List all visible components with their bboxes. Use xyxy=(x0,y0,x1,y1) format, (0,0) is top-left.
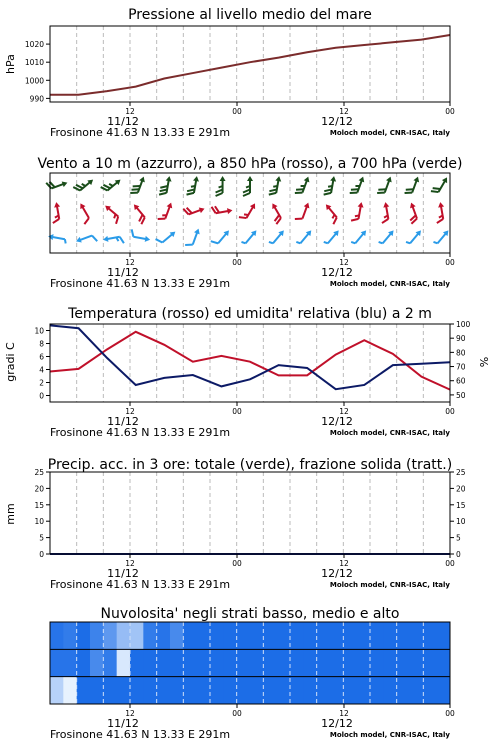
y-tick-label: 990 xyxy=(29,94,44,104)
wind-barb-850 xyxy=(101,203,123,224)
cloud-cell xyxy=(63,677,77,705)
cloud-cell xyxy=(90,622,104,650)
wind-barb-10m xyxy=(75,232,97,248)
cloud-cell xyxy=(303,677,317,705)
y-tick-label-right: 25 xyxy=(456,468,466,477)
cloud-cell xyxy=(130,649,144,677)
y-tick-label: 20 xyxy=(34,484,44,494)
y-tick-label-right: 20 xyxy=(456,484,466,494)
cloud-cell xyxy=(423,677,437,705)
y-tick-label-right: 50 xyxy=(456,390,466,400)
cloud-cell xyxy=(397,649,411,677)
cloud-cell xyxy=(370,677,384,705)
wind-barb-700 xyxy=(295,174,311,196)
wind-barb-700 xyxy=(431,174,450,196)
x-tick-label: 12 xyxy=(125,559,135,568)
cloud-cell xyxy=(330,677,344,705)
wind-barb-10m xyxy=(102,233,123,246)
wind-barb-700 xyxy=(350,174,366,196)
cloud-cell xyxy=(197,622,211,650)
cloud-cell xyxy=(263,622,277,650)
precip-frame xyxy=(50,472,450,554)
cloud-cell xyxy=(263,649,277,677)
day-label: 11/12 xyxy=(107,266,139,279)
cloud-cell xyxy=(397,677,411,705)
wind-barb-700 xyxy=(130,174,146,196)
cloud-cell xyxy=(237,622,251,650)
wind-barb-700 xyxy=(405,174,421,196)
cloud-cell xyxy=(277,677,291,705)
cloud-cell xyxy=(223,649,237,677)
cloud-cell xyxy=(77,622,91,650)
cloud-cell xyxy=(117,622,131,650)
model-credit: Moloch model, CNR-ISAC, Italy xyxy=(329,429,450,437)
cloud-cell xyxy=(250,677,264,705)
location-label: Frosinone 41.63 N 13.33 E 291m xyxy=(50,126,231,139)
model-credit: Moloch model, CNR-ISAC, Italy xyxy=(329,581,450,589)
y-tick-label-right: 90 xyxy=(456,334,466,344)
model-credit: Moloch model, CNR-ISAC, Italy xyxy=(329,731,450,739)
cloud-cell xyxy=(290,677,304,705)
wind-panel xyxy=(37,156,462,290)
wind-barb-850 xyxy=(74,202,93,224)
wind-barb-10m xyxy=(324,228,341,247)
wind-barb-10m xyxy=(296,228,313,247)
cloud-cell xyxy=(90,677,104,705)
x-tick-label: 00 xyxy=(232,407,242,416)
wind-barb-700 xyxy=(216,176,226,196)
cloud-cell xyxy=(383,622,397,650)
cloud-cell xyxy=(170,622,184,650)
humidity-line xyxy=(50,325,450,389)
temperature-panel xyxy=(4,306,491,439)
model-credit: Moloch model, CNR-ISAC, Italy xyxy=(329,129,450,137)
x-tick-label: 00 xyxy=(445,107,455,116)
cloud-cell xyxy=(303,622,317,650)
pressure-ylabel: hPa xyxy=(4,54,17,74)
x-tick-label: 12 xyxy=(339,107,349,116)
temperature-ylabel: gradi C xyxy=(4,342,17,382)
wind-barb-10m xyxy=(351,228,368,247)
wind-barb-700 xyxy=(243,176,253,196)
y-tick-label-right: 60 xyxy=(456,376,466,386)
cloud-cell xyxy=(170,649,184,677)
day-label: 11/12 xyxy=(107,717,139,730)
y-tick-label: 1000 xyxy=(24,76,44,86)
location-label: Frosinone 41.63 N 13.33 E 291m xyxy=(50,578,231,591)
cloud-cell xyxy=(317,649,331,677)
wind-barb-850 xyxy=(239,200,258,222)
wind-barb-850 xyxy=(183,202,205,218)
y-tick-label-right: 5 xyxy=(456,533,461,543)
wind-barb-700 xyxy=(159,175,172,196)
day-label: 12/12 xyxy=(321,415,353,428)
cloud-cell xyxy=(210,677,224,705)
cloud-cell xyxy=(250,622,264,650)
x-tick-label: 12 xyxy=(125,258,135,267)
pressure-title: Pressione al livello medio del mare xyxy=(128,7,372,23)
x-tick-label: 00 xyxy=(232,258,242,267)
wind-title: Vento a 10 m (azzurro), a 850 hPa (rosso), a 700 hPa (verde) xyxy=(37,156,463,172)
cloud-cell xyxy=(303,649,317,677)
cloud-cell xyxy=(103,622,117,650)
cloud-cell xyxy=(157,649,171,677)
y-tick-label: 2 xyxy=(39,378,44,388)
model-credit: Moloch model, CNR-ISAC, Italy xyxy=(329,280,450,288)
cloud-cell xyxy=(250,649,264,677)
cloud-cell xyxy=(383,649,397,677)
cloud-cell xyxy=(197,649,211,677)
cloud-cell xyxy=(277,649,291,677)
wind-barb-850 xyxy=(433,202,446,223)
cloud-cell xyxy=(103,677,117,705)
cloud-cell xyxy=(183,622,197,650)
cloud-cell xyxy=(157,622,171,650)
cloud-cell xyxy=(437,649,451,677)
y-tick-label: 4 xyxy=(39,365,44,375)
precip-ylabel: mm xyxy=(4,503,17,525)
cloud-cell xyxy=(63,622,77,650)
cloud-cell xyxy=(410,677,424,705)
x-tick-label: 12 xyxy=(339,258,349,267)
precip-panel xyxy=(4,457,466,591)
cloud-cell xyxy=(130,677,144,705)
x-tick-label: 12 xyxy=(125,407,135,416)
cloud-cell xyxy=(77,677,91,705)
x-tick-label: 12 xyxy=(339,407,349,416)
y-tick-label-right: 10 xyxy=(456,517,466,527)
wind-barb-700 xyxy=(269,175,282,196)
cloud-cell xyxy=(210,649,224,677)
cloud-cell xyxy=(103,649,117,677)
y-tick-label: 1010 xyxy=(24,58,44,68)
y-tick-label: 10 xyxy=(34,326,44,336)
cloud-cell xyxy=(357,649,371,677)
x-tick-label: 00 xyxy=(445,407,455,416)
wind-barb-10m xyxy=(185,226,201,248)
cloud-cell xyxy=(143,649,157,677)
cloud-cell xyxy=(77,649,91,677)
cloud-cell xyxy=(343,622,357,650)
day-label: 12/12 xyxy=(321,115,353,128)
wind-barb-850 xyxy=(212,203,233,216)
wind-barb-850 xyxy=(295,200,311,222)
cloud-cell xyxy=(370,622,384,650)
cloud-cell xyxy=(330,622,344,650)
x-tick-label: 12 xyxy=(125,107,135,116)
wind-barb-850 xyxy=(266,202,285,224)
day-label: 11/12 xyxy=(107,567,139,580)
wind-barb-850 xyxy=(379,202,392,223)
precip-title: Precip. acc. in 3 ore: totale (verde), frazione solida (tratt.) xyxy=(47,457,453,473)
cloud-cell xyxy=(237,649,251,677)
wind-barb-10m xyxy=(433,228,450,247)
day-label: 11/12 xyxy=(107,415,139,428)
cloud-cell xyxy=(50,622,64,650)
cloud-cell xyxy=(183,649,197,677)
wind-barb-10m xyxy=(269,228,286,247)
y-tick-label: 8 xyxy=(39,339,44,349)
cloud-cell xyxy=(330,649,344,677)
cloud-cell xyxy=(157,677,171,705)
cloud-cell xyxy=(197,677,211,705)
cloud-cell xyxy=(437,677,451,705)
y-tick-label-right: 80 xyxy=(456,348,466,358)
wind-barb-700 xyxy=(377,174,393,196)
x-tick-label: 00 xyxy=(232,709,242,718)
cloud-cell xyxy=(397,622,411,650)
wind-barb-10m xyxy=(379,228,396,247)
y-tick-label: 10 xyxy=(34,517,44,527)
cloud-cell xyxy=(130,622,144,650)
wind-barb-700 xyxy=(324,175,337,196)
humidity-ylabel: % xyxy=(478,356,491,368)
cloud-cell xyxy=(63,649,77,677)
wind-barb-10m xyxy=(211,226,232,248)
cloud-cell xyxy=(210,622,224,650)
y-tick-label: 5 xyxy=(39,533,44,543)
y-tick-label: 0 xyxy=(39,391,44,401)
cloud-cell xyxy=(170,677,184,705)
cloud-cell xyxy=(223,677,237,705)
x-tick-label: 00 xyxy=(445,559,455,568)
day-label: 12/12 xyxy=(321,266,353,279)
y-tick-label-right: 70 xyxy=(456,362,466,372)
cloud-cell xyxy=(357,622,371,650)
location-label: Frosinone 41.63 N 13.33 E 291m xyxy=(50,426,231,439)
y-tick-label: 15 xyxy=(34,500,44,510)
wind-barb-850 xyxy=(405,202,421,224)
y-tick-label: 1020 xyxy=(24,40,44,50)
temperature-frame xyxy=(50,324,450,402)
y-tick-label: 6 xyxy=(39,352,44,362)
cloud-cell xyxy=(290,649,304,677)
cloud-cell xyxy=(223,622,237,650)
cloud-cell xyxy=(423,649,437,677)
wind-barb-10m xyxy=(241,228,258,247)
wind-barb-850 xyxy=(158,200,174,222)
cloud-title: Nuvolosita' negli strati basso, medio e alto xyxy=(100,606,400,622)
cloud-cell xyxy=(143,677,157,705)
day-label: 12/12 xyxy=(321,717,353,730)
location-label: Frosinone 41.63 N 13.33 E 291m xyxy=(50,277,231,290)
cloud-panel xyxy=(50,606,455,741)
location-label: Frosinone 41.63 N 13.33 E 291m xyxy=(50,728,231,741)
cloud-cell xyxy=(370,649,384,677)
cloud-cell xyxy=(50,677,64,705)
cloud-cell xyxy=(437,622,451,650)
cloud-cell xyxy=(117,649,131,677)
cloud-cell xyxy=(263,677,277,705)
cloud-cell xyxy=(410,649,424,677)
cloud-cell xyxy=(410,622,424,650)
wind-barb-10m xyxy=(156,226,178,247)
cloud-cell xyxy=(290,622,304,650)
cloud-cell xyxy=(357,677,371,705)
wind-barb-10m xyxy=(406,228,423,247)
y-tick-label-right: 0 xyxy=(456,550,461,559)
y-tick-label: 0 xyxy=(39,550,44,559)
y-tick-label-right: 15 xyxy=(456,500,466,510)
wind-barb-700 xyxy=(73,174,95,195)
cloud-cell xyxy=(143,622,157,650)
wind-barb-700 xyxy=(187,175,200,196)
y-tick-label: 25 xyxy=(34,468,44,477)
day-label: 11/12 xyxy=(107,115,139,128)
cloud-cell xyxy=(343,677,357,705)
x-tick-label: 12 xyxy=(339,559,349,568)
cloud-cell xyxy=(183,677,197,705)
temperature-title: Temperatura (rosso) ed umidita' relativa (blu) a 2 m xyxy=(68,306,432,322)
cloud-cell xyxy=(50,649,64,677)
cloud-cell xyxy=(317,622,331,650)
wind-barb-850 xyxy=(49,202,62,223)
cloud-cell xyxy=(117,677,131,705)
cloud-cell xyxy=(343,649,357,677)
cloud-cell xyxy=(383,677,397,705)
x-tick-label: 00 xyxy=(445,258,455,267)
pressure-line xyxy=(50,35,450,95)
x-tick-label: 00 xyxy=(445,709,455,718)
y-tick-label-right: 100 xyxy=(456,320,471,329)
cloud-cell xyxy=(90,649,104,677)
x-tick-label: 12 xyxy=(339,709,349,718)
wind-barb-850 xyxy=(351,201,364,222)
day-label: 12/12 xyxy=(321,567,353,580)
cloud-cell xyxy=(237,677,251,705)
x-tick-label: 00 xyxy=(232,559,242,568)
wind-barb-850 xyxy=(128,202,149,224)
cloud-cell xyxy=(423,622,437,650)
cloud-cell xyxy=(277,622,291,650)
cloud-cell xyxy=(317,677,331,705)
wind-barb-700 xyxy=(101,174,123,195)
wind-barb-10m xyxy=(130,229,151,242)
wind-barb-850 xyxy=(320,202,341,224)
pressure-panel xyxy=(4,7,455,139)
x-tick-label: 00 xyxy=(232,107,242,116)
x-tick-label: 12 xyxy=(125,709,135,718)
